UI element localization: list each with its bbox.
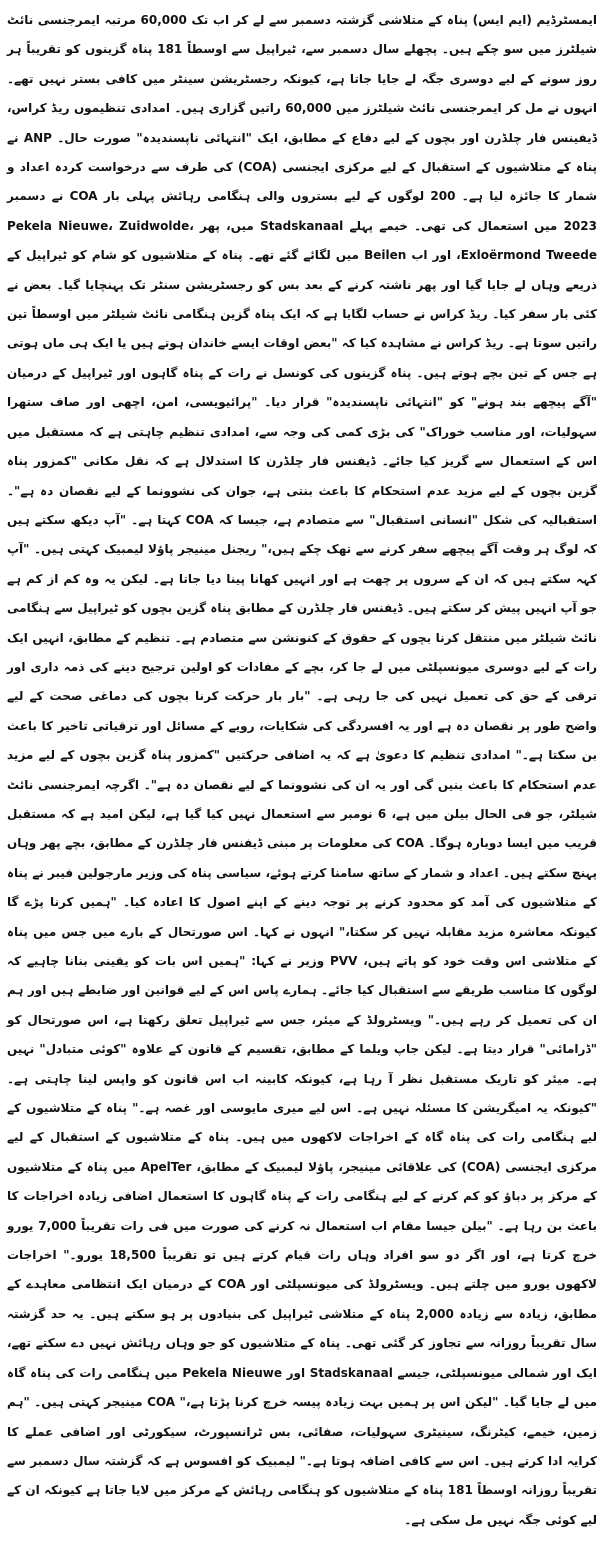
article-body: ایمسٹرڈیم (ایم ایس) پناہ کے متلاشی گزشتہ دسمبر سے لے کر اب تک 60,000 مرتبہ ایمرجنسی نائٹ شیلٹرز میں سو چکے ہیں۔ پچھلے سال دسمبر سے، ٹیراپیل سے اوسطاً 181 پناہ گزینوں کو تقریباً ہر روز سونے کے لیے دوسری جگہ لے جایا جاتا ہے، کیونکہ رجسٹریشن سینٹر میں کافی بستر نہیں تھے۔ انہوں نے مل کر ایمرجنسی نائٹ شیلٹرز میں 60,000 راتیں گزاری ہیں۔ امدادی تنظیموں ریڈ کراس، ڈیفینس فار چلڈرن اور بچوں کے لیے دفاع کے مطابق، ایک "انتہائی ناپسندیدہ" صورت حال۔ ANP نے پناہ کے متلاشیوں کے استقبال کے لیے مرکزی ایجنسی (COA) کی طرف سے درخواست کردہ اعداد و شمار کا جائزہ لیا ہے۔ 200 لوگوں کے لیے بستروں والی ہنگامی رہائش پہلی بار COA نے دسمبر 2023 میں استعمال کی تھی۔ خیمے پہلے Stadskanaal میں، پھر Pekela Nieuwe، Zuidwolde، Exloërmond Tweede، اور اب Beilen میں لگائے گئے تھے۔ پناہ کے متلاشیوں کو شام کو ٹیراپیل کے ذریعے وہاں لے جایا گیا اور پھر ناشتہ کرنے کے بعد بس کو رجسٹریشن سنٹر تک پہنچایا گیا۔ بعض نے کئی بار سفر کیا۔ ریڈ کراس نے حساب لگایا ہے کہ ایک پناہ گزین ہنگامی نائٹ شیلٹر میں اوسطاً تین راتیں سوتا ہے۔ ریڈ کراس نے مشاہدہ کیا کہ "بعض اوقات ایسے خاندان ہوتے ہیں یا ایک ہی ماں ہوتی ہے جس کے تین بچے ہوتے ہیں۔ پناہ گزینوں کی کونسل نے رات کے پناہ گاہوں اور ٹیراپیل کے درمیان "آگے پیچھے بند ہونے" کو "انتہائی ناپسندیدہ" قرار دیا۔ "پرائیویسی، امن، اچھی اور صاف ستھرا سہولیات، اور مناسب خوراک" کی بڑی کمی کی وجہ سے، امدادی تنظیم چاہتی ہے کہ مستقبل میں اس کے استعمال سے گریز کیا جائے۔ ڈیفنس فار چلڈرن کا استدلال ہے کہ نقل مکانی "کمزور پناہ گزین بچوں کے لیے مزید عدم استحکام کا باعث بنتی ہے، جوان کی نشوونما کے لیے نقصان دہ ہے"۔ استقبالیہ کی شکل "انسانی استقبال" سے متصادم ہے، جیسا کہ COA کہتا ہے۔ "آپ دیکھ سکتے ہیں کہ لوگ ہر وقت آگے پیچھے سفر کرنے سے تھک چکے ہیں،" ریجنل مینیجر پاؤلا لیمبیک کہتی ہیں۔ "آپ کہہ سکتے ہیں کہ ان کے سروں پر چھت ہے اور انہیں کھانا پینا دیا جاتا ہے۔ لیکن یہ وہ کم از کم ہے جو آپ انہیں پیش کر سکتے ہیں۔ ڈیفنس فار چلڈرن کے مطابق پناہ گزین بچوں کو ٹیراپیل سے ہنگامی نائٹ شیلٹر میں منتقل کرنا بچوں کے حقوق کے کنونشن سے متصادم ہے۔ تنظیم کے مطابق، انہیں ایک رات کے لیے دوسری میونسپلٹی میں لے جا کر، بچے کے مفادات کو اولین ترجیح دینے کی ذمہ داری اور ترقی کے حق کی تعمیل نہیں کی جا رہی ہے۔ "بار بار حرکت کرنا بچوں کی دماغی صحت کے لیے واضح طور پر نقصان دہ ہے اور یہ افسردگی کی شکایات، رویے کے مسائل اور ترقیاتی تاخیر کا باعث بن سکتا ہے۔" امدادی تنظیم کا دعویٰ ہے کہ یہ اضافی حرکتیں "کمزور پناہ گزین بچوں کے لیے مزید عدم استحکام کا باعث بنیں گی اور یہ ان کی نشوونما کے لیے نقصان دہ ہے"۔ اگرچہ ایمرجنسی نائٹ شیلٹر، جو فی الحال بیلن میں ہے، 6 نومبر سے استعمال نہیں کیا گیا ہے، لیکن امید ہے کہ مستقبل قریب میں ایسا دوبارہ ہوگا۔ COA کی معلومات پر مبنی ڈیفنس فار چلڈرن کے مطابق، بچے پھر وہاں پہنچ سکتے ہیں۔ اعداد و شمار کے ساتھ سامنا کرتے ہوئے، سیاسی پناہ کی وزیر مارجولین فیبر نے پناہ کے متلاشیوں کی آمد کو محدود کرنے پر توجہ دینے کے اپنے اصول کا اعادہ کیا۔ "ہمیں کرنا پڑے گا کیونکہ معاشرہ مزید مقابلہ نہیں کر سکتا،" انہوں نے کہا۔ اس صورتحال کے بارے میں جس میں پناہ کے متلاشی اس وقت خود کو پاتے ہیں، PVV وزیر نے کہا: "ہمیں اس بات کو یقینی بنانا چاہیے کہ لوگوں کا مناسب طریقے سے استقبال کیا جائے۔ ہمارے پاس اس کے لیے قوانین اور ضابطے ہیں اور ہم ان کی تعمیل کر رہے ہیں۔" ویسٹرولڈ کے میئر، جس سے ٹیراپیل تعلق رکھتا ہے، اس صورتحال کو "ڈرامائی" قرار دیتا ہے۔ لیکن جاپ ویلما کے مطابق، تقسیم کے قانون کے علاوہ "کوئی متبادل" نہیں ہے۔ میئر کو تاریک مستقبل نظر آ رہا ہے، کیونکہ کابینہ اب اس قانون کو واپس لینا چاہتی ہے۔ "کیونکہ یہ امیگریشن کا مسئلہ نہیں ہے۔ اس لیے میری مایوسی اور غصہ ہے۔" پناہ کے متلاشیوں کے لیے ہنگامی رات کی پناہ گاہ کے اخراجات لاکھوں میں ہیں۔ پناہ کے متلاشیوں کے استقبال کے لیے مرکزی ایجنسی (COA) کی علاقائی مینیجر، پاؤلا لیمبیک کے مطابق، ApelTer میں پناہ کے متلاشیوں کے مرکز پر دباؤ کو کم کرنے کے لیے ہنگامی رات کے پناہ گاہوں کا استعمال اضافی زیادہ اخراجات کا باعث بن رہا ہے۔ "بیلن جیسا مقام اب استعمال نہ کرنے کی صورت میں فی رات تقریباً 7,000 یورو خرچ کرتا ہے، اور اگر دو سو افراد وہاں رات قیام کرتے ہیں تو تقریباً 18,500 یورو۔" اخراجات لاکھوں یورو میں چلتے ہیں۔ ویسٹرولڈ کی میونسپلٹی اور COA کے درمیان ایک انتظامی معاہدے کے مطابق، زیادہ سے زیادہ 2,000 پناہ کے متلاشی ٹیراپیل کی بنیادوں پر ہو سکتے ہیں۔ یہ حد گزشتہ سال تقریباً روزانہ سے تجاوز کر گئی تھی۔ پناہ کے متلاشیوں کو جو وہاں رہائش نہیں دے سکتے تھے، ایک اور شمالی میونسپلٹی، جیسے Stadskanaal اور Pekela Nieuwe میں ہنگامی رات کی پناہ گاہ میں لے جایا گیا۔ "لیکن اس پر ہمیں بہت زیادہ پیسہ خرچ کرنا پڑتا ہے،" COA مینیجر کہتی ہیں۔ "ہم زمین، خیمے، کیٹرنگ، سینیٹری سہولیات، صفائی، بس ٹرانسپورٹ، سیکورٹی اور اضافی عملے کا کرایہ ادا کرتے ہیں۔ اس سے کافی اضافہ ہوتا ہے۔" لیمبیک کو افسوس ہے کہ گزشتہ سال دسمبر سے تقریباً روزانہ اوسطاً 181 پناہ کے متلاشیوں کو ہنگامی رہائش کے مرکز میں لایا جاتا ہے کیونکہ ان کے لیے کوئی جگہ نہیں مل سکی ہے۔ xyxy=(7,13,598,1527)
